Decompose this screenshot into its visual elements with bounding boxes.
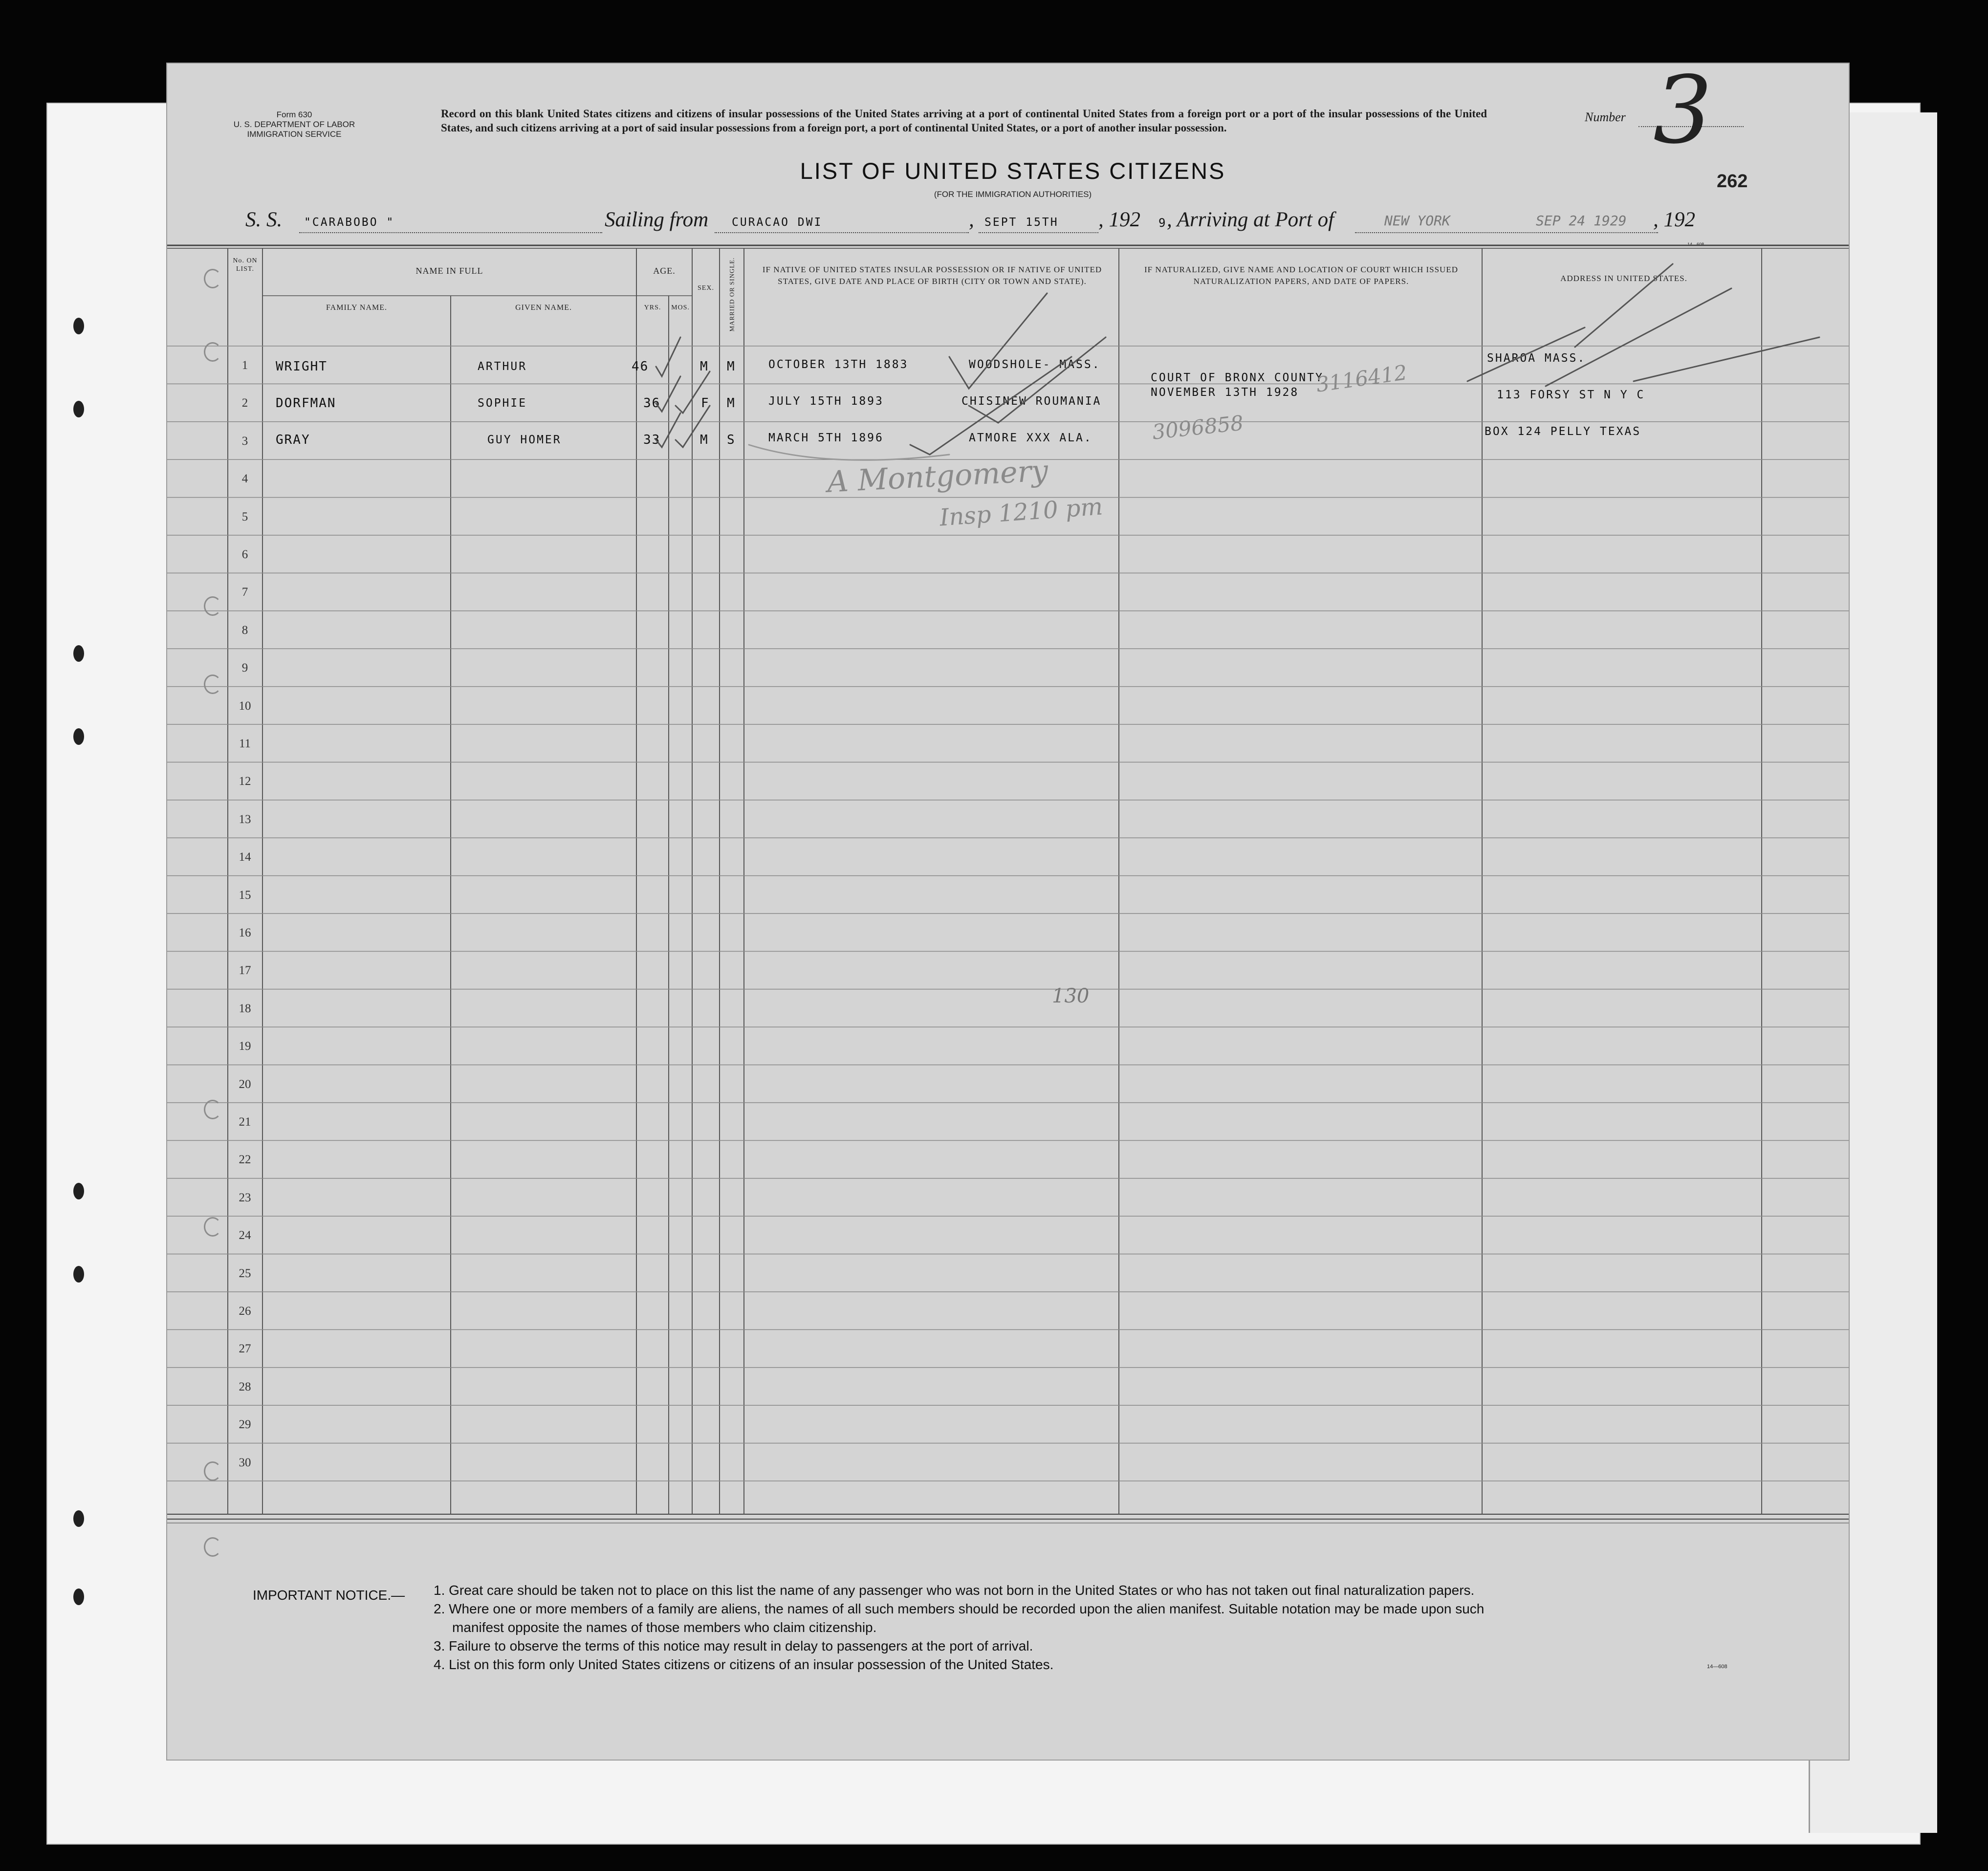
binding-hole [73,1510,84,1527]
page-title: LIST OF UNITED STATES CITIZENS [800,158,1226,184]
row-number: 18 [239,1001,251,1015]
entry-2-yrs: 36 [643,396,661,411]
ship-label: S. S. [245,208,283,231]
binding-hole [73,728,84,745]
record-instruction: Record on this blank United States citizens and citizens of insular possessions of the United States arriving at a port of continental United States from a foreign port or a port of the insular possessions of the United States, and such citizens arriving at a port of said insular possessions from a foreign port, a port of continental United States, or a port of another insular possession. [441,108,1487,134]
pencil-stroke [1575,264,1673,347]
check-mark [676,406,710,447]
header-naturalized: IF NATURALIZED, GIVE NAME AND LOCATION OF COURT WHICH ISSUED NATURALIZATION PAPERS, AND DATE OF PAPERS. [1144,265,1458,286]
row-number: 13 [239,812,251,826]
binding-hole [73,318,84,334]
header-married-or-single: MARRIED OR SINGLE. [728,257,736,332]
handwritten-cert-2: 3096858 [1151,411,1245,444]
entry-1-family: WRIGHT [276,359,328,374]
header-mos: MOS. [671,304,690,311]
notice-heading: IMPORTANT NOTICE.— [253,1588,405,1603]
entry-3-birth-place: ATMORE XXX ALA. [969,432,1092,444]
entry-2-given: SOPHIE [478,397,527,410]
pencil-stroke [749,445,949,460]
row-number: 20 [239,1077,251,1091]
ship-name: "CARABOBO " [304,216,395,229]
entry-3-birth-date: MARCH 5TH 1896 [768,432,884,444]
notice-code: 14—608 [1707,1664,1727,1670]
row-number: 30 [239,1456,251,1469]
entry-1-marital: M [727,359,736,374]
number-value: 3 [1653,56,1712,164]
entry-2-naturalization-court: COURT OF BRONX COUNTY [1151,371,1324,384]
entry-2-address: 113 FORSY ST N Y C [1497,389,1645,401]
entry-1-given: ARTHUR [478,360,527,373]
entry-2-family: DORFMAN [276,396,336,411]
department: U. S. DEPARTMENT OF LABOR [233,120,355,129]
sailing-label: Sailing from [605,208,709,231]
notice-item-4: 4. List on this form only United States citizens or citizens of an insular possession of the United States. [434,1657,1054,1672]
binding-hole [73,1588,84,1605]
entry-1-address: SHAROA MASS. [1487,352,1586,365]
handwritten-cert-1: 3116412 [1314,360,1409,397]
sailing-date: SEPT 15TH [984,216,1059,229]
entry-3-family: GRAY [276,433,310,447]
pencil-stroke [1634,337,1819,381]
header-native: IF NATIVE OF UNITED STATES INSULAR POSSESSION OR IF NATIVE OF UNITED STATES, GIVE DATE AND PLACE OF BIRTH (CITY OR TOWN AND STATE). [762,265,1102,286]
entry-2-marital: M [727,396,736,411]
row-number: 22 [239,1153,251,1167]
entry-3-yrs: 33 [643,433,661,447]
pencil-marks [167,64,1849,1760]
row-number: 24 [239,1229,251,1242]
row-number: 12 [239,775,251,788]
pencil-stroke [1467,327,1585,381]
header-sex: SEX. [698,284,714,292]
entry-2-birth-date: JULY 15TH 1893 [768,395,884,408]
row-number: 6 [241,548,248,561]
row-number: 15 [239,888,251,902]
header-given-name: GIVEN NAME. [515,304,572,312]
entry-3-marital: S [727,433,736,447]
notice-item-2-cont: manifest opposite the names of those members who claim citizenship. [452,1620,877,1635]
service: IMMIGRATION SERVICE [247,130,342,139]
entry-2-naturalization-date: NOVEMBER 13TH 1928 [1151,386,1299,399]
entry-3-address: BOX 124 PELLY TEXAS [1485,425,1641,438]
binding-hole [73,1266,84,1283]
header-address: ADDRESS IN UNITED STATES. [1560,274,1687,283]
year-end: , 192 [1653,208,1695,231]
row-number: 25 [239,1266,251,1280]
sailing-from: CURACAO DWI [732,216,823,229]
check-mark [656,337,680,376]
arriving-label: , Arriving at Port of [1167,208,1334,231]
header-name-in-full: NAME IN FULL [415,266,483,276]
row-number: 1 [241,359,248,372]
pencil-stroke [1546,288,1731,386]
header-age: AGE. [653,266,676,276]
year-suffix: 9 [1158,216,1167,230]
arrival-stamp: SEP 24 1929 [1536,213,1627,229]
header-yrs: YRS. [644,304,661,311]
row-number: 19 [239,1040,251,1053]
row-number: 28 [239,1380,251,1393]
row-number: 17 [239,964,251,978]
print-code: 14—608 [1687,242,1704,247]
notice-list [434,1581,1484,1674]
entry-2-sex: F [701,396,710,411]
row-number: 14 [239,850,251,864]
header-family-name: FAMILY NAME. [326,304,388,312]
binding-hole [73,1183,84,1199]
check-mark [910,357,1071,455]
row-number: 8 [241,623,248,637]
entry-1-sex: M [700,359,709,374]
row-number: 5 [241,510,248,523]
notice-item-1: 1. Great care should be taken not to place on this list the name of any passenger who was not born in the United States or who has not taken out final naturalization papers. [434,1583,1475,1598]
entry-1-yrs: 46 [632,359,649,374]
check-mark [949,293,1047,389]
entry-3-sex: M [700,433,709,447]
row-number: 9 [241,661,248,675]
stamp-number: 130 [1052,985,1090,1007]
entry-2-birth-place: CHISINEW ROUMANIA [961,395,1102,408]
row-number: 4 [241,472,248,486]
entry-1-birth-place: WOODSHOLE- MASS. [969,358,1101,371]
binding-hole [73,401,84,417]
entry-1-birth-date: OCTOBER 13TH 1883 [768,358,909,371]
number-label: Number [1585,110,1626,124]
notice-item-2: 2. Where one or more members of a family are aliens, the names of all such members should be recorded upon the alien manifest. Suitable notation may be made upon such [434,1601,1485,1616]
row-number: 11 [239,737,251,750]
arriving-port: NEW YORK [1384,213,1450,229]
header-no-on-list: No. ON LIST. [233,257,258,273]
handwritten-signature: A Montgomery [826,454,1049,500]
row-number: 23 [239,1191,251,1204]
row-number: 27 [239,1342,251,1356]
form-number: Form 630 [276,110,312,119]
row-number: 2 [241,396,248,410]
page-subtitle: (FOR THE IMMIGRATION AUTHORITIES) [934,190,1092,199]
row-number: 10 [239,699,251,713]
notice-item-3: 3. Failure to observe the terms of this notice may result in delay to passengers at the port of arrival. [434,1638,1033,1653]
row-number: 29 [239,1418,251,1432]
binding-hole [73,645,84,662]
comma: , [969,208,974,231]
entry-3-given: GUY HOMER [487,434,562,446]
check-mark [676,371,710,413]
page-number: 262 [1717,171,1748,192]
row-number: 26 [239,1305,251,1318]
handwritten-inspector: Insp 1210 pm [939,493,1104,532]
row-number: 7 [241,586,248,599]
year-prefix: , 192 [1098,208,1140,231]
row-number: 21 [239,1115,251,1129]
manifest-page [166,56,1850,1761]
row-number: 16 [239,926,251,939]
row-number: 3 [241,434,248,448]
